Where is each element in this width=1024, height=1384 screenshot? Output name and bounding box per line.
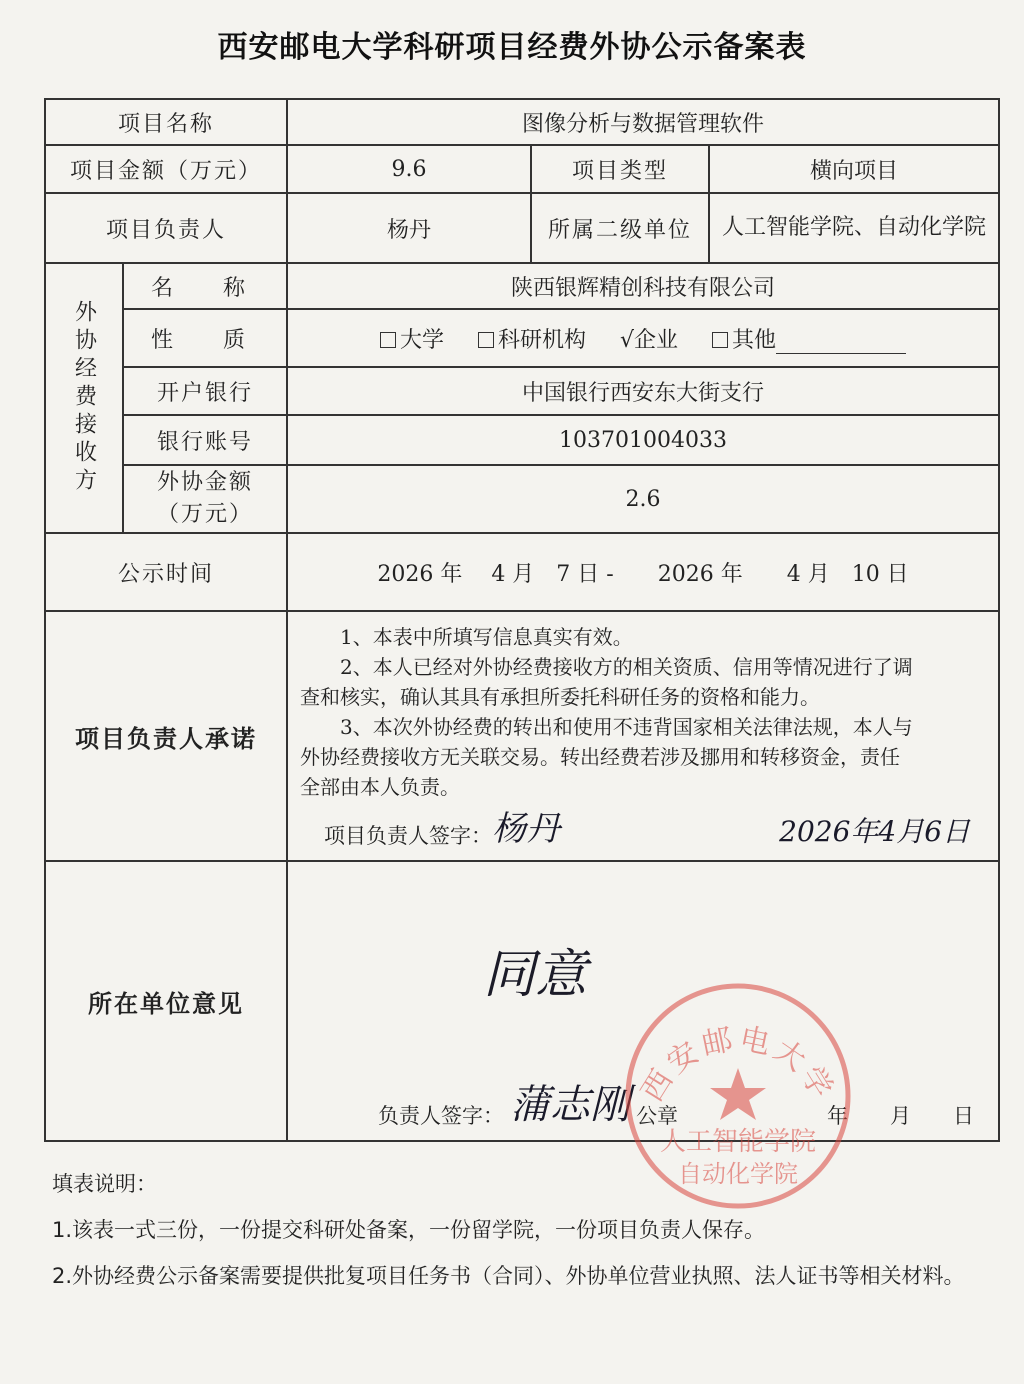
recipient-account-label: 银行账号 — [123, 415, 287, 465]
pledge-line: 2、本人已经对外协经费接收方的相关资质、信用等情况进行了调 — [340, 655, 913, 679]
checkbox[interactable] — [380, 332, 396, 348]
project-type-label: 项目类型 — [531, 145, 709, 193]
opinion-sign-label: 负责人签字： — [378, 1104, 505, 1128]
pledge-line: 1、本表中所填写信息真实有效。 — [340, 625, 633, 649]
seal-top-text: 西安邮电大学 — [634, 1021, 842, 1108]
pledge-signature-line — [324, 801, 560, 850]
project-amount-label: 项目金额（万元） — [45, 145, 287, 193]
recipient-bank-label: 开户银行 — [123, 367, 287, 415]
opinion-label: 所在单位意见 — [45, 861, 287, 1141]
pledge-line: 全部由本人负责。 — [300, 775, 461, 799]
other-blank-line — [776, 335, 906, 354]
row-project-leader — [45, 193, 999, 263]
row-recipient-bank — [45, 367, 999, 415]
project-name-value: 图像分析与数据管理软件 — [287, 99, 999, 145]
seal-line2: 自动化学院 — [678, 1160, 798, 1188]
publicity-label: 公示时间 — [45, 533, 287, 611]
project-unit-label: 所属二级单位 — [531, 193, 709, 263]
seal-line1: 人工智能学院 — [659, 1127, 817, 1157]
record-form-table — [44, 98, 1000, 1142]
project-leader-value: 杨丹 — [287, 193, 531, 263]
pledge-signature: 杨丹 — [492, 809, 561, 849]
pledge-sign-label: 项目负责人签字： — [324, 824, 493, 848]
recipient-group-label: 外协经费接收方 — [71, 300, 97, 496]
check-mark-icon: √ — [620, 327, 635, 353]
nature-option-research-institute[interactable]: 科研机构 — [478, 323, 586, 354]
checkbox[interactable] — [712, 332, 728, 348]
recipient-bank-value: 中国银行西安东大街支行 — [287, 367, 999, 415]
row-project-name — [45, 99, 999, 145]
project-amount-value: 9.6 — [287, 145, 531, 193]
project-unit-value: 人工智能学院、自动化学院 — [709, 193, 999, 263]
opinion-seal-word: 公章 — [636, 1104, 679, 1128]
pledge-date: 2026年4月6日 — [779, 815, 971, 848]
opinion-signature-line — [378, 1073, 678, 1130]
project-leader-label: 项目负责人 — [45, 193, 287, 263]
recipient-name-value: 陕西银辉精创科技有限公司 — [287, 263, 999, 309]
opinion-cell — [287, 861, 999, 1141]
pledge-line: 3、本次外协经费的转出和使用不违背国家相关法律法规，本人与 — [340, 715, 913, 739]
opinion-handwritten: 同意 — [483, 945, 588, 1005]
row-project-amount — [45, 145, 999, 193]
nature-option-university[interactable]: 大学 — [380, 323, 444, 354]
project-name-label: 项目名称 — [45, 99, 287, 145]
instructions — [52, 1168, 992, 1306]
pledge-line: 外协经费接收方无关联交易。转出经费若涉及挪用和转移资金，责任 — [300, 745, 901, 769]
publicity-value: 2026 年 4 月 7 日 - 2026 年 4 月 10 日 — [287, 533, 999, 611]
row-recipient-nature — [45, 309, 999, 367]
nature-option-enterprise[interactable]: √企业 — [620, 327, 679, 353]
recipient-amount-value: 2.6 — [287, 465, 999, 533]
row-recipient-account — [45, 415, 999, 465]
pledge-label: 项目负责人承诺 — [45, 611, 287, 861]
row-publicity-time — [45, 533, 999, 611]
pledge-text — [300, 622, 986, 802]
row-pledge — [45, 611, 999, 861]
recipient-nature-options — [287, 309, 999, 367]
project-type-value: 横向项目 — [709, 145, 999, 193]
pledge-cell — [287, 611, 999, 861]
opinion-signature: 蒲志刚 — [510, 1082, 631, 1128]
checkbox[interactable] — [478, 332, 494, 348]
form-title: 西安邮电大学科研项目经费外协公示备案表 — [217, 30, 807, 65]
instruction-item: 1.该表一式三份，一份提交科研处备案，一份留学院，一份项目负责人保存。 — [52, 1218, 766, 1242]
recipient-account-value: 103701004033 — [287, 415, 999, 465]
recipient-nature-label: 性 质 — [123, 309, 287, 367]
row-recipient-amount — [45, 465, 999, 533]
pledge-line: 查和核实，确认其具有承担所委托科研任务的资格和能力。 — [300, 685, 821, 709]
recipient-amount-label: 外协金额 （万元） — [123, 465, 287, 533]
opinion-date: 年 月 日 — [827, 1104, 975, 1128]
row-recipient-name — [45, 263, 999, 309]
instructions-heading: 填表说明： — [52, 1172, 157, 1196]
nature-option-other[interactable]: 其他 — [712, 323, 906, 354]
recipient-name-label: 名 称 — [123, 263, 287, 309]
row-opinion — [45, 861, 999, 1141]
instruction-item: 2.外协经费公示备案需要提供批复项目任务书（合同）、外协单位营业执照、法人证书等相关材料。 — [52, 1264, 965, 1288]
recipient-group-cell — [45, 263, 123, 533]
